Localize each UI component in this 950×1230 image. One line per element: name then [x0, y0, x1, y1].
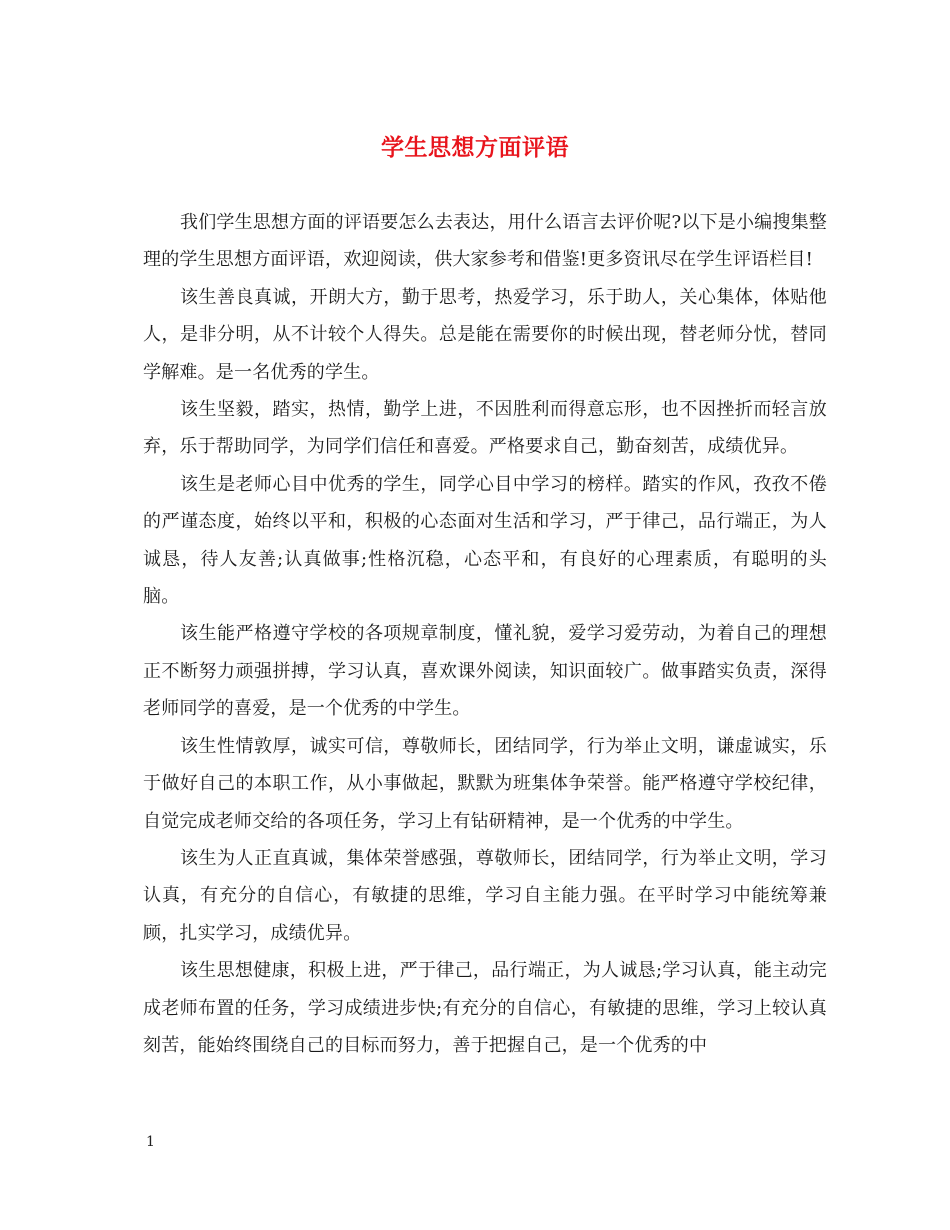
paragraph-comment-2: 该生坚毅，踏实，热情，勤学上进，不因胜利而得意忘形，也不因挫折而轻言放弃，乐于帮助同学，为同学们信任和喜爱。严格要求自己，勤奋刻苦，成绩优异。	[143, 399, 827, 458]
document-body	[143, 204, 827, 1064]
paragraph-intro: 我们学生思想方面的评语要怎么去表达，用什么语言去评价呢?以下是小编搜集整理的学生思想方面评语，欢迎阅读，供大家参考和借鉴!更多资讯尽在学生评语栏目!	[143, 212, 827, 271]
paragraph-comment-7: 该生思想健康，积极上进，严于律己，品行端正，为人诚恳;学习认真，能主动完成老师布置的任务，学习成绩进步快;有充分的自信心，有敏捷的思维，学习上较认真刻苦，能始终围绕自己的目标而努力，善于把握自己，是一个优秀的中	[143, 960, 827, 1056]
paragraph-comment-3: 该生是老师心目中优秀的学生，同学心目中学习的榜样。踏实的作风，孜孜不倦的严谨态度，始终以平和，积极的心态面对生活和学习，严于律己，品行端正，为人诚恳，待人友善;认真做事;性格沉稳，心态平和，有良好的心理素质，有聪明的头脑。	[143, 473, 827, 608]
paragraph-comment-6: 该生为人正直真诚，集体荣誉感强，尊敬师长，团结同学，行为举止文明，学习认真，有充分的自信心，有敏捷的思维，学习自主能力强。在平时学习中能统筹兼顾，扎实学习，成绩优异。	[143, 847, 827, 944]
paragraph-comment-4: 该生能严格遵守学校的各项规章制度，懂礼貌，爱学习爱劳动，为着自己的理想正不断努力顽强拼搏，学习认真，喜欢课外阅读，知识面较广。做事踏实负责，深得老师同学的喜爱，是一个优秀的中学生。	[143, 623, 827, 720]
page-number: 1	[146, 1134, 155, 1150]
paragraph-comment-1: 该生善良真诚，开朗大方，勤于思考，热爱学习，乐于助人，关心集体，体贴他人，是非分明，从不计较个人得失。总是能在需要你的时候出现，替老师分忧，替同学解难。是一名优秀的学生。	[143, 286, 827, 383]
paragraph-comment-5: 该生性情敦厚，诚实可信，尊敬师长，团结同学，行为举止文明，谦虚诚实，乐于做好自己的本职工作，从小事做起，默默为班集体争荣誉。能严格遵守学校纪律，自觉完成老师交给的各项任务，学习上有钻研精神，是一个优秀的中学生。	[143, 735, 827, 832]
page-title: 学生思想方面评语	[381, 134, 569, 161]
